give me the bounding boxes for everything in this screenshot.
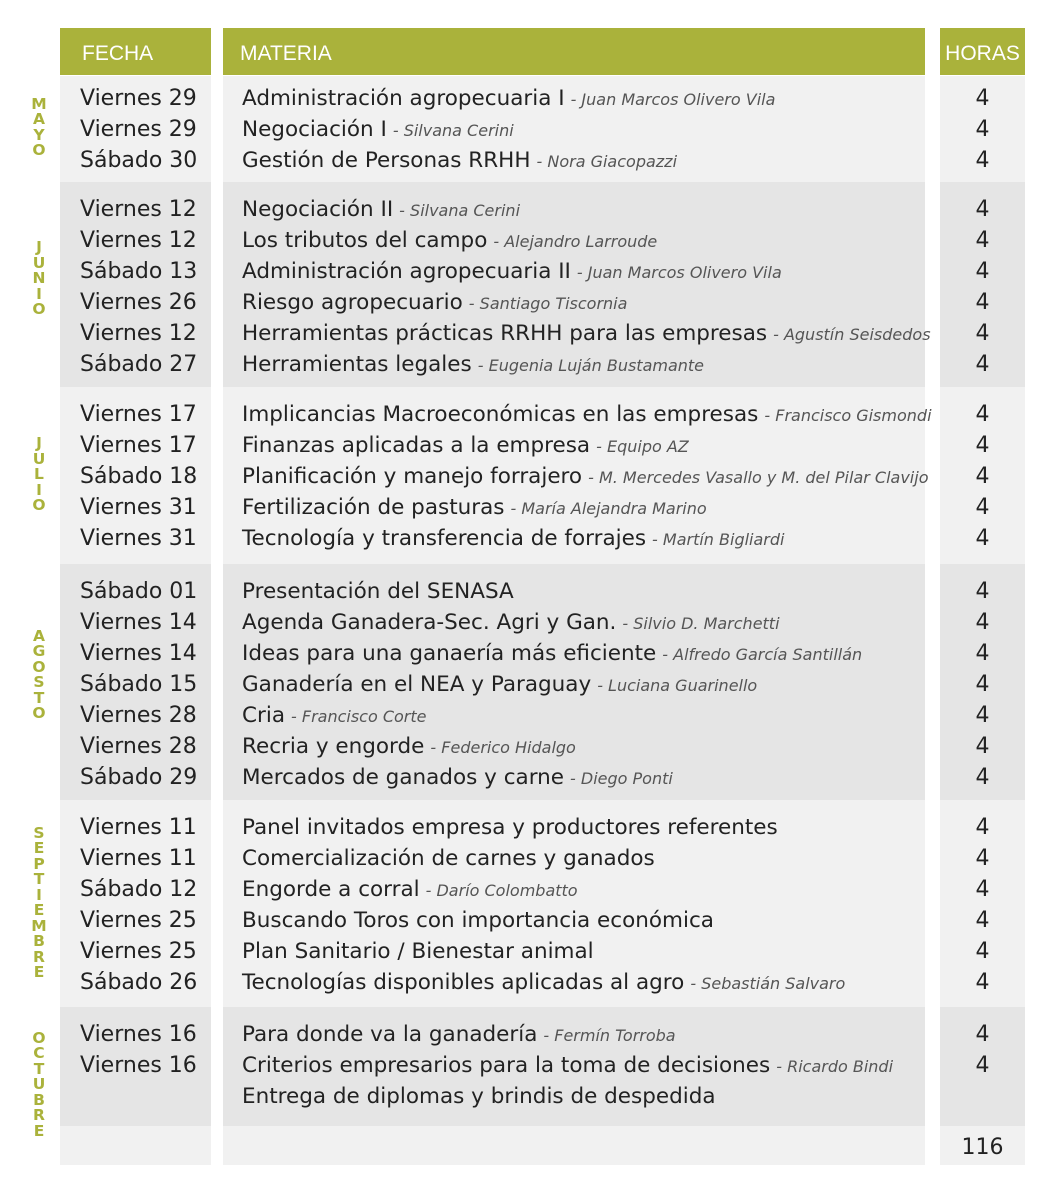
profesor-name: - Juan Marcos Olivero Vila xyxy=(570,90,776,109)
table-row xyxy=(0,256,1055,287)
profesor-name: - Federico Hidalgo xyxy=(430,738,576,757)
materia-title: Fertilización de pasturas xyxy=(242,495,505,520)
profesor-name: - Luciana Guarinello xyxy=(597,676,758,695)
table-row xyxy=(0,905,1055,936)
horas-cell: 4 xyxy=(975,877,990,902)
table-row xyxy=(0,762,1055,793)
materia-cell xyxy=(242,936,594,967)
table-row xyxy=(0,731,1055,762)
materia-cell xyxy=(242,638,862,670)
materia-cell xyxy=(242,843,655,874)
profesor-name: - Silvana Cerini xyxy=(399,201,521,220)
materia-title: Herramientas prácticas RRHH para las empresas xyxy=(242,321,768,346)
month-label: A G O S T O xyxy=(32,626,46,722)
materia-title: Los tributos del campo xyxy=(242,228,488,253)
materia-title: Entrega de diplomas y brindis de despedida xyxy=(242,1084,716,1109)
month-label: M A Y O xyxy=(31,94,47,159)
profesor-name: - Diego Ponti xyxy=(570,769,673,788)
profesor-name: - Francisco Gismondi xyxy=(764,406,932,425)
materia-title: Administración agropecuaria II xyxy=(242,259,571,284)
total-row xyxy=(0,1126,1055,1165)
fecha-cell: Sábado 15 xyxy=(80,672,198,697)
month-label: J U L I O xyxy=(32,434,46,515)
materia-cell xyxy=(242,399,932,431)
table-row xyxy=(0,145,1055,176)
table-row xyxy=(0,638,1055,669)
fecha-cell: Viernes 12 xyxy=(80,197,197,222)
profesor-name: - Equipo AZ xyxy=(596,437,689,456)
fecha-cell: Sábado 29 xyxy=(80,765,198,790)
table-row xyxy=(0,812,1055,843)
profesor-name: - Francisco Corte xyxy=(291,707,427,726)
header-horas: HORAS xyxy=(940,28,1025,75)
materia-title: Agenda Ganadera-Sec. Agri y Gan. xyxy=(242,610,617,635)
table-row xyxy=(0,874,1055,905)
month-label: O C T U B R E xyxy=(32,1028,46,1140)
horas-cell: 4 xyxy=(975,765,990,790)
table-row xyxy=(0,492,1055,523)
materia-cell xyxy=(242,700,427,732)
materia-cell xyxy=(242,349,704,381)
materia-title: Mercados de ganados y carne xyxy=(242,765,565,790)
fecha-cell: Sábado 26 xyxy=(80,970,198,995)
fecha-cell: Viernes 17 xyxy=(80,433,197,458)
table-row xyxy=(0,114,1055,145)
fecha-cell: Sábado 30 xyxy=(80,148,198,173)
fecha-cell: Viernes 25 xyxy=(80,908,197,933)
fecha-cell: Viernes 29 xyxy=(80,117,197,142)
table-row xyxy=(0,430,1055,461)
materia-cell xyxy=(242,967,845,999)
horas-cell: 4 xyxy=(975,197,990,222)
materia-cell xyxy=(242,492,707,524)
materia-title: Negociación I xyxy=(242,117,387,142)
table-row xyxy=(0,399,1055,430)
total-horas: 116 xyxy=(961,1135,1004,1160)
materia-title: Recria y engorde xyxy=(242,734,425,759)
materia-title: Implicancias Macroeconómicas en las empresas xyxy=(242,402,759,427)
fecha-cell: Viernes 28 xyxy=(80,703,197,728)
profesor-name: - Nora Giacopazzi xyxy=(536,152,678,171)
materia-title: Gestión de Personas RRHH xyxy=(242,148,531,173)
fecha-cell: Viernes 29 xyxy=(80,86,197,111)
materia-cell xyxy=(242,669,757,701)
materia-cell xyxy=(242,1019,676,1051)
profesor-name: - Eugenia Luján Bustamante xyxy=(477,356,705,375)
table-row xyxy=(0,576,1055,607)
materia-cell xyxy=(242,812,778,843)
horas-cell: 4 xyxy=(975,846,990,871)
materia-title: Administración agropecuaria I xyxy=(242,86,565,111)
profesor-name: - Alejandro Larroude xyxy=(493,232,658,251)
materia-title: Presentación del SENASA xyxy=(242,579,514,604)
month-label: S E P T I E M B R E xyxy=(31,823,47,981)
fecha-cell: Sábado 27 xyxy=(80,352,198,377)
materia-title: Buscando Toros con importancia económica xyxy=(242,908,714,933)
fecha-cell: Viernes 16 xyxy=(80,1022,197,1047)
horas-cell: 4 xyxy=(975,641,990,666)
horas-cell: 4 xyxy=(975,703,990,728)
horas-cell: 4 xyxy=(975,1053,990,1078)
horas-cell: 4 xyxy=(975,1022,990,1047)
fecha-cell: Viernes 16 xyxy=(80,1053,197,1078)
fecha-cell: Sábado 12 xyxy=(80,877,198,902)
horas-cell: 4 xyxy=(975,290,990,315)
materia-cell xyxy=(242,607,780,639)
month-label: J U N I O xyxy=(32,238,46,319)
fecha-cell: Viernes 12 xyxy=(80,228,197,253)
materia-cell xyxy=(242,874,578,906)
table-row xyxy=(0,1081,1055,1112)
horas-cell: 4 xyxy=(975,117,990,142)
profesor-name: - Sebastián Salvaro xyxy=(690,974,846,993)
materia-cell xyxy=(242,461,928,493)
horas-cell: 4 xyxy=(975,939,990,964)
materia-cell xyxy=(242,576,514,607)
profesor-name: - Darío Colombatto xyxy=(425,881,578,900)
fecha-cell: Viernes 11 xyxy=(80,815,197,840)
total-fecha-cell xyxy=(60,1126,211,1165)
materia-title: Ideas para una ganaería más eficiente xyxy=(242,641,657,666)
materia-title: Finanzas aplicadas a la empresa xyxy=(242,433,591,458)
fecha-cell: Sábado 13 xyxy=(80,259,198,284)
fecha-cell: Viernes 31 xyxy=(80,495,197,520)
fecha-cell: Sábado 01 xyxy=(80,579,198,604)
materia-cell xyxy=(242,762,673,794)
profesor-name: - Silvio D. Marchetti xyxy=(622,614,780,633)
total-materia-cell xyxy=(223,1126,925,1165)
table-row xyxy=(0,523,1055,554)
materia-cell xyxy=(242,287,627,319)
horas-cell: 4 xyxy=(975,148,990,173)
profesor-name: - Santiago Tiscornia xyxy=(468,294,628,313)
horas-cell: 4 xyxy=(975,321,990,346)
materia-cell xyxy=(242,430,689,462)
table-row xyxy=(0,349,1055,380)
profesor-name: - M. Mercedes Vasallo y M. del Pilar Clavijo xyxy=(588,468,929,487)
table-row xyxy=(0,194,1055,225)
table-row xyxy=(0,287,1055,318)
fecha-cell: Viernes 14 xyxy=(80,641,197,666)
materia-title: Plan Sanitario / Bienestar animal xyxy=(242,939,594,964)
table-row xyxy=(0,700,1055,731)
materia-title: Panel invitados empresa y productores referentes xyxy=(242,815,778,840)
materia-cell xyxy=(242,318,931,350)
header-fecha: FECHA xyxy=(60,28,211,75)
materia-cell xyxy=(242,523,784,555)
profesor-name: - Silvana Cerini xyxy=(392,121,514,140)
horas-cell: 4 xyxy=(975,908,990,933)
horas-cell: 4 xyxy=(975,259,990,284)
materia-title: Tecnologías disponibles aplicadas al agro xyxy=(242,970,685,995)
fecha-cell: Viernes 12 xyxy=(80,321,197,346)
horas-cell: 4 xyxy=(975,402,990,427)
materia-cell xyxy=(242,114,514,146)
materia-cell xyxy=(242,905,714,936)
table-row xyxy=(0,461,1055,492)
table-row xyxy=(0,967,1055,998)
profesor-name: - Ricardo Bindi xyxy=(776,1057,894,1076)
profesor-name: - Agustín Seisdedos xyxy=(773,325,931,344)
fecha-cell: Viernes 28 xyxy=(80,734,197,759)
table-row xyxy=(0,1050,1055,1081)
table-row xyxy=(0,1019,1055,1050)
horas-cell: 4 xyxy=(975,352,990,377)
table-row xyxy=(0,83,1055,114)
table-row xyxy=(0,225,1055,256)
materia-title: Para donde va la ganadería xyxy=(242,1022,538,1047)
horas-cell: 4 xyxy=(975,228,990,253)
fecha-cell: Viernes 26 xyxy=(80,290,197,315)
fecha-cell: Viernes 17 xyxy=(80,402,197,427)
fecha-cell: Sábado 18 xyxy=(80,464,198,489)
materia-cell xyxy=(242,1081,716,1112)
horas-cell: 4 xyxy=(975,526,990,551)
profesor-name: - María Alejandra Marino xyxy=(510,499,707,518)
table-row xyxy=(0,936,1055,967)
materia-cell xyxy=(242,225,657,257)
materia-title: Planificación y manejo forrajero xyxy=(242,464,583,489)
table-row xyxy=(0,669,1055,700)
materia-cell xyxy=(242,145,677,177)
materia-title: Engorde a corral xyxy=(242,877,420,902)
materia-title: Riesgo agropecuario xyxy=(242,290,463,315)
horas-cell: 4 xyxy=(975,970,990,995)
horas-cell: 4 xyxy=(975,86,990,111)
fecha-cell: Viernes 11 xyxy=(80,846,197,871)
horas-cell: 4 xyxy=(975,672,990,697)
horas-cell: 4 xyxy=(975,433,990,458)
profesor-name: - Martín Bigliardi xyxy=(652,530,785,549)
horas-cell: 4 xyxy=(975,610,990,635)
horas-cell: 4 xyxy=(975,495,990,520)
materia-cell xyxy=(242,194,520,226)
materia-cell xyxy=(242,731,576,763)
materia-cell xyxy=(242,83,775,115)
materia-cell xyxy=(242,1050,893,1082)
materia-title: Tecnología y transferencia de forrajes xyxy=(242,526,647,551)
horas-cell: 4 xyxy=(975,579,990,604)
horas-cell: 4 xyxy=(975,734,990,759)
horas-cell: 4 xyxy=(975,815,990,840)
materia-title: Ganadería en el NEA y Paraguay xyxy=(242,672,592,697)
horas-cell: 4 xyxy=(975,464,990,489)
header-materia: MATERIA xyxy=(223,28,925,75)
materia-title: Herramientas legales xyxy=(242,352,472,377)
materia-title: Comercialización de carnes y ganados xyxy=(242,846,655,871)
materia-title: Criterios empresarios para la toma de decisiones xyxy=(242,1053,771,1078)
profesor-name: - Alfredo García Santillán xyxy=(662,645,863,664)
table-row xyxy=(0,318,1055,349)
profesor-name: - Juan Marcos Olivero Vila xyxy=(576,263,782,282)
table-row xyxy=(0,607,1055,638)
fecha-cell: Viernes 14 xyxy=(80,610,197,635)
materia-title: Negociación II xyxy=(242,197,394,222)
profesor-name: - Fermín Torroba xyxy=(543,1026,676,1045)
fecha-cell: Viernes 31 xyxy=(80,526,197,551)
materia-title: Cria xyxy=(242,703,285,728)
table-row xyxy=(0,843,1055,874)
fecha-cell: Viernes 25 xyxy=(80,939,197,964)
materia-cell xyxy=(242,256,782,288)
